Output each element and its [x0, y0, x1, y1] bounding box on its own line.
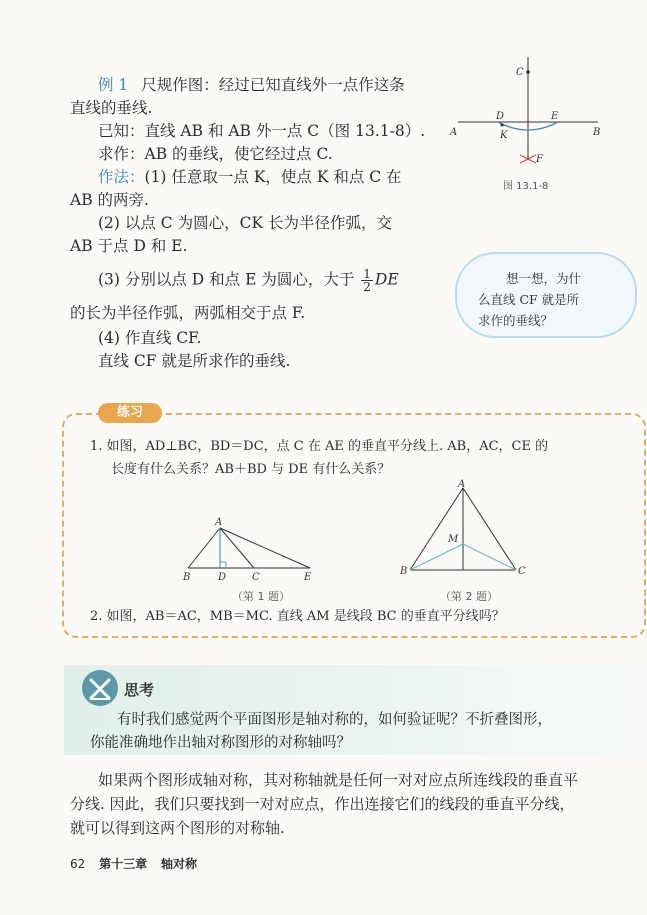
- label-e: E: [551, 111, 559, 122]
- frac-numerator: 1: [363, 267, 371, 281]
- think-line2: 你能准确地作出轴对称图形的对称轴吗？: [90, 735, 351, 751]
- fig1-label-a: A: [215, 517, 223, 528]
- cloud-line-2: 么直线 CF 就是所: [478, 292, 580, 307]
- fig1-caption: （第 1 题）: [232, 590, 290, 603]
- body-line2: 分线. 因此，我们只要找到一对对应点，作出连接它们的线段的垂直平分线，: [70, 795, 575, 813]
- example-given: 已知：直线 AB 和 AB 外一点 C（图 13.1-8）.: [98, 122, 426, 140]
- step2-cont: AB 于点 D 和 E.: [70, 237, 188, 255]
- fig1-label-d: D: [218, 572, 227, 583]
- point-c: [526, 70, 530, 74]
- fig2-ab: [410, 488, 463, 570]
- fig2-label-a: A: [458, 479, 466, 490]
- example-heading: [98, 74, 405, 96]
- fig2-caption: （第 2 题）: [440, 590, 498, 603]
- page-footer: [70, 855, 197, 872]
- example-title: 尺规作图：经过已知直线外一点作这条: [141, 76, 405, 94]
- cloud-line-3: 求作的垂线？: [478, 313, 554, 328]
- label-a: A: [450, 127, 458, 138]
- body-line1: 如果两个图形成轴对称，其对称轴就是任何一对对应点所连线段的垂直平: [98, 771, 579, 789]
- q2-text: 2. 如图，AB＝AC，MB＝MC. 直线 AM 是线段 BC 的垂直平分线吗？: [90, 609, 505, 624]
- fig1-right-angle: [220, 562, 226, 568]
- example-step1: [98, 166, 402, 188]
- think-title: 思考: [124, 681, 155, 699]
- conclusion-text: 直线 CF 就是所求作的垂线.: [98, 352, 291, 370]
- fig1-label-b: B: [183, 572, 191, 583]
- cloud-text: [478, 268, 581, 331]
- example-find: 求作：AB 的垂线，使它经过点 C.: [98, 145, 333, 163]
- step1-text: (1) 任意取一点 K，使点 K 和点 C 在: [144, 168, 402, 186]
- chapter-title: 轴对称: [160, 857, 197, 871]
- cloud-line-1: 想一想，为什: [506, 271, 582, 286]
- example-title-cont: 直线的垂线.: [70, 99, 153, 117]
- label-d: D: [496, 111, 505, 122]
- fig1-label-e: E: [304, 572, 312, 583]
- label-b: B: [593, 127, 601, 138]
- figure-caption: 图 13.1-8: [503, 181, 549, 192]
- step1-cont: AB 的两旁.: [70, 191, 149, 209]
- body-line3: 就可以得到这两个图形的对称轴.: [70, 819, 285, 837]
- point-k: [501, 124, 504, 127]
- fig1-ae: [220, 528, 310, 568]
- fig2-label-c: C: [518, 566, 526, 577]
- fig2-label-m: M: [448, 534, 459, 545]
- figure-q2: [398, 478, 533, 580]
- think-line1: 有时我们感觉两个平面图形是轴对称的，如何验证呢？不折叠图形，: [117, 712, 552, 728]
- label-k: K: [500, 130, 508, 141]
- step3-text: [98, 268, 399, 293]
- fig2-label-b: B: [400, 566, 408, 577]
- step3-de: DE: [374, 270, 399, 289]
- step3-cont: 的长为半径作弧，两弧相交于点 F.: [70, 304, 306, 322]
- step3-lead: (3) 分别以点 D 和点 E 为圆心，大于: [98, 270, 355, 289]
- label-f: F: [536, 154, 543, 165]
- fig1-ab: [188, 528, 220, 568]
- q1-line2: 长度有什么关系？AB＋BD 与 DE 有什么关系？: [111, 462, 391, 477]
- step3-fraction: [361, 268, 373, 293]
- step2-text: (2) 以点 C 为圆心，CK 长为半径作弧，交: [98, 214, 392, 232]
- page-number: 62: [70, 857, 86, 871]
- chapter-label: 第十三章: [99, 857, 148, 871]
- fig2-ac: [463, 488, 516, 570]
- fig1-label-c: C: [252, 572, 260, 583]
- example-label: 例 1: [98, 76, 129, 94]
- figure-13-1-8: [448, 55, 618, 180]
- label-c: C: [516, 67, 524, 78]
- q1-line1: 1. 如图，AD⊥BC，BD＝DC，点 C 在 AE 的垂直平分线上. AB，AC，CE 的: [90, 439, 549, 454]
- practice-tag: 练习: [98, 403, 162, 423]
- think-icon: [80, 668, 120, 708]
- frac-denominator: 2: [363, 280, 371, 294]
- figure-q1: [176, 512, 326, 584]
- step4-text: (4) 作直线 CF.: [98, 329, 202, 347]
- method-label: 作法：: [98, 168, 145, 186]
